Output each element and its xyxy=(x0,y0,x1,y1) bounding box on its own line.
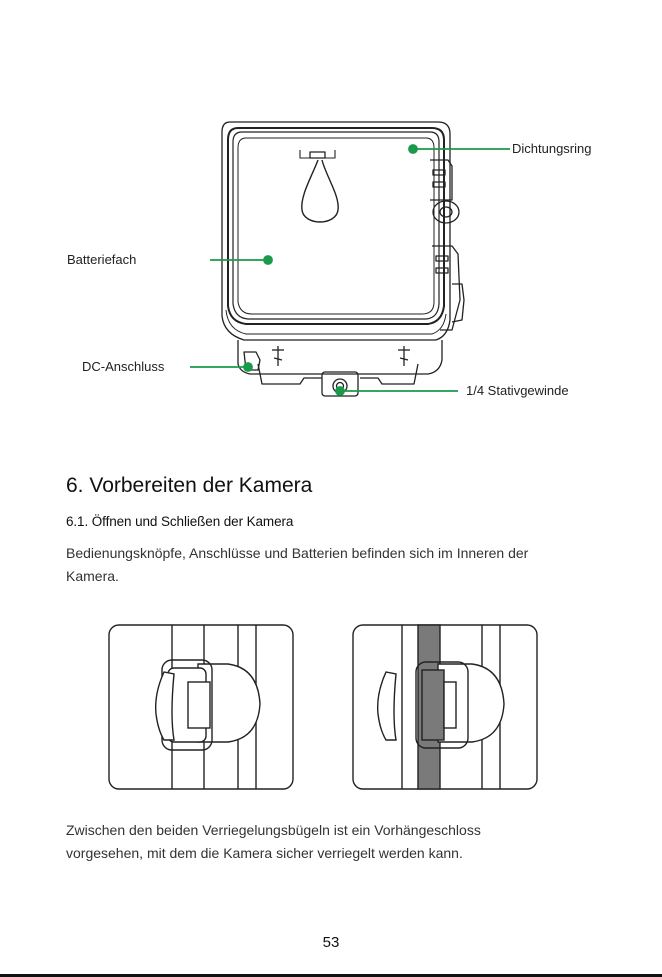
latch-closed-illustration xyxy=(108,624,294,790)
outro-line-1: Zwischen den beiden Verriegelungsbügeln ist ein Vorhängeschloss xyxy=(66,822,481,838)
seal-ring-label: Dichtungsring xyxy=(512,141,592,156)
housing-outline xyxy=(222,122,450,340)
seal-ring xyxy=(228,128,444,324)
dc-connector-label: DC-Anschluss xyxy=(82,359,165,374)
latch-open-illustration xyxy=(352,624,538,790)
subsection-title: 6.1. Öffnen und Schließen der Kamera xyxy=(66,514,294,529)
page-number: 53 xyxy=(322,934,340,951)
outro-line-2: vorgesehen, mit dem die Kamera sicher verriegelt werden kann. xyxy=(66,845,463,861)
section-title: 6. Vorbereiten der Kamera xyxy=(66,474,313,497)
latch-upper xyxy=(430,160,452,200)
screw-left xyxy=(272,346,284,366)
lock-loop xyxy=(433,201,459,223)
screw-right xyxy=(398,346,410,366)
latch-lower xyxy=(432,246,464,330)
pull-tab xyxy=(302,160,338,222)
intro-line-1: Bedienungsknöpfe, Anschlüsse und Batterien befinden sich im Inneren der xyxy=(66,545,529,561)
tripod-thread-label: 1/4 Stativgewinde xyxy=(466,383,569,398)
battery-compartment-label: Batteriefach xyxy=(67,252,137,267)
intro-line-2: Kamera. xyxy=(66,568,119,584)
